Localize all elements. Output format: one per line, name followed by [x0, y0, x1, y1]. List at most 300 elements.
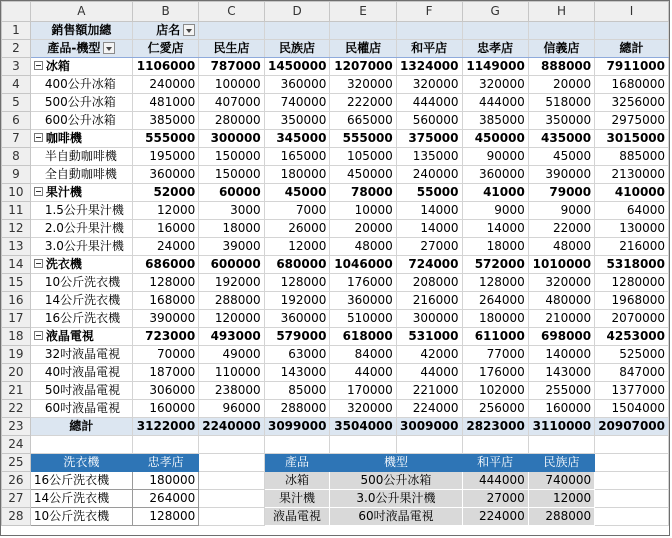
item-value[interactable]: 1377000	[595, 382, 669, 400]
category-subtotal[interactable]: 60000	[199, 184, 264, 202]
collapse-icon[interactable]	[34, 259, 43, 268]
column-filter-dropdown-icon[interactable]	[183, 24, 195, 36]
column-header-i[interactable]: I	[595, 2, 669, 22]
category-subtotal[interactable]: 888000	[528, 58, 594, 76]
item-value[interactable]: 64000	[595, 202, 669, 220]
grand-total-value[interactable]: 2823000	[462, 418, 528, 436]
item-value[interactable]: 7000	[264, 202, 330, 220]
item-value[interactable]: 44000	[396, 364, 462, 382]
category-subtotal[interactable]: 723000	[132, 328, 198, 346]
item-label[interactable]: 40吋液晶電視	[30, 364, 132, 382]
item-label[interactable]: 60吋液晶電視	[30, 400, 132, 418]
item-label[interactable]: 50吋液晶電視	[30, 382, 132, 400]
item-value[interactable]: 128000	[264, 274, 330, 292]
right-table-header-model[interactable]: 機型	[330, 454, 462, 472]
item-value[interactable]: 740000	[264, 94, 330, 112]
right-table-value-2[interactable]: 288000	[528, 508, 594, 526]
left-table-product[interactable]: 14公斤洗衣機	[30, 490, 132, 508]
item-value[interactable]: 16000	[132, 220, 198, 238]
item-value[interactable]: 187000	[132, 364, 198, 382]
item-value[interactable]: 168000	[132, 292, 198, 310]
pivot-header-blank[interactable]	[462, 22, 528, 40]
item-label[interactable]: 3.0公升果汁機	[30, 238, 132, 256]
category-subtotal[interactable]: 435000	[528, 130, 594, 148]
item-value[interactable]: 280000	[199, 112, 264, 130]
item-value[interactable]: 221000	[396, 382, 462, 400]
row-header-22[interactable]: 22	[2, 400, 31, 418]
item-value[interactable]: 42000	[396, 346, 462, 364]
row-header-9[interactable]: 9	[2, 166, 31, 184]
right-table-product[interactable]: 果汁機	[264, 490, 330, 508]
item-value[interactable]: 360000	[462, 166, 528, 184]
right-table-value-1[interactable]: 224000	[462, 508, 528, 526]
worksheet-grid[interactable]	[1, 1, 669, 526]
empty-cell[interactable]	[199, 508, 264, 526]
column-header-g[interactable]: G	[462, 2, 528, 22]
item-value[interactable]: 1504000	[595, 400, 669, 418]
right-table-product[interactable]: 液晶電視	[264, 508, 330, 526]
row-header-6[interactable]: 6	[2, 112, 31, 130]
item-value[interactable]: 26000	[264, 220, 330, 238]
category-label[interactable]	[30, 58, 132, 76]
column-header-a[interactable]: A	[30, 2, 132, 22]
item-value[interactable]: 665000	[330, 112, 396, 130]
item-value[interactable]: 20000	[330, 220, 396, 238]
item-value[interactable]: 20000	[528, 76, 594, 94]
item-value[interactable]: 1280000	[595, 274, 669, 292]
row-header-8[interactable]: 8	[2, 148, 31, 166]
item-value[interactable]: 140000	[528, 346, 594, 364]
grand-total-value[interactable]: 3099000	[264, 418, 330, 436]
empty-cell[interactable]	[528, 436, 594, 454]
left-table-header-store[interactable]: 忠孝店	[132, 454, 198, 472]
item-value[interactable]: 300000	[396, 310, 462, 328]
item-value[interactable]: 102000	[462, 382, 528, 400]
item-value[interactable]: 195000	[132, 148, 198, 166]
pivot-header-blank[interactable]	[528, 22, 594, 40]
item-value[interactable]: 150000	[199, 166, 264, 184]
category-subtotal[interactable]: 698000	[528, 328, 594, 346]
column-header-b[interactable]: B	[132, 2, 198, 22]
category-subtotal[interactable]: 555000	[330, 130, 396, 148]
item-value[interactable]: 3256000	[595, 94, 669, 112]
item-value[interactable]: 360000	[264, 76, 330, 94]
item-value[interactable]: 360000	[132, 166, 198, 184]
collapse-icon[interactable]	[34, 133, 43, 142]
item-value[interactable]: 45000	[528, 148, 594, 166]
item-label[interactable]: 全自動咖啡機	[30, 166, 132, 184]
category-subtotal[interactable]: 7911000	[595, 58, 669, 76]
item-value[interactable]: 407000	[199, 94, 264, 112]
category-subtotal[interactable]: 52000	[132, 184, 198, 202]
pivot-header-row	[2, 40, 669, 58]
item-value[interactable]: 44000	[330, 364, 396, 382]
item-label[interactable]: 32吋液晶電視	[30, 346, 132, 364]
store-header-4[interactable]: 和平店	[396, 40, 462, 58]
item-value[interactable]: 70000	[132, 346, 198, 364]
item-value[interactable]: 18000	[199, 220, 264, 238]
empty-cell[interactable]	[30, 436, 132, 454]
pivot-column-filter[interactable]: 店名	[132, 22, 198, 40]
category-label[interactable]	[30, 184, 132, 202]
grand-total-value[interactable]: 3009000	[396, 418, 462, 436]
item-value[interactable]: 444000	[396, 94, 462, 112]
item-value[interactable]: 222000	[330, 94, 396, 112]
right-table-header-store-2[interactable]: 民族店	[528, 454, 594, 472]
item-value[interactable]: 120000	[199, 310, 264, 328]
empty-cell[interactable]	[595, 508, 669, 526]
category-subtotal[interactable]: 78000	[330, 184, 396, 202]
category-subtotal[interactable]: 555000	[132, 130, 198, 148]
row-filter-dropdown-icon[interactable]	[103, 42, 115, 54]
row-header-3[interactable]: 3	[2, 58, 31, 76]
item-value[interactable]: 180000	[462, 310, 528, 328]
item-value[interactable]: 9000	[528, 202, 594, 220]
category-subtotal[interactable]: 79000	[528, 184, 594, 202]
item-value[interactable]: 14000	[396, 202, 462, 220]
category-subtotal[interactable]: 686000	[132, 256, 198, 274]
pivot-item-row	[2, 310, 669, 328]
collapse-icon[interactable]	[34, 331, 43, 340]
right-table-header-product[interactable]: 產品	[264, 454, 330, 472]
item-value[interactable]: 216000	[595, 238, 669, 256]
right-table-value-1[interactable]: 27000	[462, 490, 528, 508]
item-value[interactable]: 224000	[396, 400, 462, 418]
right-table-model[interactable]: 3.0公升果汁機	[330, 490, 462, 508]
empty-cell[interactable]	[595, 490, 669, 508]
item-label[interactable]: 16公斤洗衣機	[30, 310, 132, 328]
item-value[interactable]: 450000	[330, 166, 396, 184]
row-header-4[interactable]: 4	[2, 76, 31, 94]
empty-cell[interactable]	[199, 454, 264, 472]
category-label[interactable]	[30, 130, 132, 148]
category-subtotal[interactable]: 1149000	[462, 58, 528, 76]
item-value[interactable]: 3000	[199, 202, 264, 220]
column-header-c[interactable]: C	[199, 2, 264, 22]
category-subtotal[interactable]: 1207000	[330, 58, 396, 76]
row-header-10[interactable]: 10	[2, 184, 31, 202]
item-value[interactable]: 288000	[199, 292, 264, 310]
item-value[interactable]: 48000	[528, 238, 594, 256]
category-subtotal[interactable]: 55000	[396, 184, 462, 202]
item-value[interactable]: 90000	[462, 148, 528, 166]
item-value[interactable]: 216000	[396, 292, 462, 310]
item-value[interactable]: 77000	[462, 346, 528, 364]
column-header-h[interactable]: H	[528, 2, 594, 22]
item-value[interactable]: 9000	[462, 202, 528, 220]
item-value[interactable]: 143000	[264, 364, 330, 382]
item-value[interactable]: 12000	[132, 202, 198, 220]
item-value[interactable]: 320000	[396, 76, 462, 94]
pivot-header-blank[interactable]	[264, 22, 330, 40]
category-subtotal[interactable]: 1450000	[264, 58, 330, 76]
store-header-7[interactable]: 總計	[595, 40, 669, 58]
row-header-19[interactable]: 19	[2, 346, 31, 364]
category-subtotal[interactable]: 450000	[462, 130, 528, 148]
column-header-e[interactable]: E	[330, 2, 396, 22]
left-table-header-product[interactable]: 洗衣機	[30, 454, 132, 472]
pivot-header-blank[interactable]	[396, 22, 462, 40]
grand-total-value[interactable]: 3122000	[132, 418, 198, 436]
item-value[interactable]: 48000	[330, 238, 396, 256]
item-value[interactable]: 2975000	[595, 112, 669, 130]
empty-cell[interactable]	[595, 472, 669, 490]
select-all-corner[interactable]	[2, 2, 31, 22]
row-header-25[interactable]: 25	[2, 454, 31, 472]
row-header-28[interactable]: 28	[2, 508, 31, 526]
item-value[interactable]: 240000	[396, 166, 462, 184]
empty-cell[interactable]	[595, 436, 669, 454]
store-header-6[interactable]: 信義店	[528, 40, 594, 58]
item-value[interactable]: 240000	[132, 76, 198, 94]
empty-cell[interactable]	[132, 436, 198, 454]
row-header-5[interactable]: 5	[2, 94, 31, 112]
category-subtotal[interactable]: 1010000	[528, 256, 594, 274]
left-table-product[interactable]: 16公斤洗衣機	[30, 472, 132, 490]
collapse-icon[interactable]	[34, 187, 43, 196]
empty-cell[interactable]	[199, 436, 264, 454]
store-header-1[interactable]: 民生店	[199, 40, 264, 58]
item-value[interactable]: 165000	[264, 148, 330, 166]
row-header-21[interactable]: 21	[2, 382, 31, 400]
item-value[interactable]: 320000	[528, 274, 594, 292]
item-value[interactable]: 255000	[528, 382, 594, 400]
grand-total-value[interactable]: 2240000	[199, 418, 264, 436]
item-value[interactable]: 2130000	[595, 166, 669, 184]
column-header-f[interactable]: F	[396, 2, 462, 22]
category-subtotal[interactable]: 600000	[199, 256, 264, 274]
category-subtotal[interactable]: 375000	[396, 130, 462, 148]
right-table-value-2[interactable]: 12000	[528, 490, 594, 508]
item-value[interactable]: 385000	[462, 112, 528, 130]
empty-cell[interactable]	[595, 454, 669, 472]
row-header-13[interactable]: 13	[2, 238, 31, 256]
grand-total-value[interactable]: 3110000	[528, 418, 594, 436]
row-header-26[interactable]: 26	[2, 472, 31, 490]
pivot-category-row	[2, 256, 669, 274]
item-value[interactable]: 18000	[462, 238, 528, 256]
left-table-value[interactable]: 264000	[132, 490, 198, 508]
row-header-12[interactable]: 12	[2, 220, 31, 238]
item-value[interactable]: 320000	[330, 76, 396, 94]
category-subtotal[interactable]: 45000	[264, 184, 330, 202]
category-subtotal[interactable]: 724000	[396, 256, 462, 274]
category-subtotal[interactable]: 1046000	[330, 256, 396, 274]
empty-cell[interactable]	[199, 472, 264, 490]
item-value[interactable]: 360000	[330, 292, 396, 310]
column-header-d[interactable]: D	[264, 2, 330, 22]
item-value[interactable]: 510000	[330, 310, 396, 328]
category-subtotal[interactable]: 1106000	[132, 58, 198, 76]
right-table-value-1[interactable]: 444000	[462, 472, 528, 490]
item-value[interactable]: 208000	[396, 274, 462, 292]
right-table-model[interactable]: 500公升冰箱	[330, 472, 462, 490]
category-subtotal[interactable]: 1324000	[396, 58, 462, 76]
store-header-2[interactable]: 民族店	[264, 40, 330, 58]
item-label[interactable]: 400公升冰箱	[30, 76, 132, 94]
item-value[interactable]: 150000	[199, 148, 264, 166]
category-subtotal[interactable]: 572000	[462, 256, 528, 274]
right-table-header-store-1[interactable]: 和平店	[462, 454, 528, 472]
category-subtotal[interactable]: 618000	[330, 328, 396, 346]
pivot-header-blank[interactable]	[199, 22, 264, 40]
item-value[interactable]: 390000	[132, 310, 198, 328]
grand-total-value[interactable]: 20907000	[595, 418, 669, 436]
item-value[interactable]: 847000	[595, 364, 669, 382]
row-header-23[interactable]: 23	[2, 418, 31, 436]
row-header-14[interactable]: 14	[2, 256, 31, 274]
right-table-model[interactable]: 60吋液晶電視	[330, 508, 462, 526]
item-value[interactable]: 128000	[462, 274, 528, 292]
category-label[interactable]	[30, 328, 132, 346]
empty-cell[interactable]	[462, 436, 528, 454]
category-subtotal[interactable]: 531000	[396, 328, 462, 346]
category-subtotal[interactable]: 41000	[462, 184, 528, 202]
item-value[interactable]: 480000	[528, 292, 594, 310]
row-header-7[interactable]: 7	[2, 130, 31, 148]
item-value[interactable]: 176000	[462, 364, 528, 382]
item-value[interactable]: 39000	[199, 238, 264, 256]
item-value[interactable]: 27000	[396, 238, 462, 256]
item-value[interactable]: 110000	[199, 364, 264, 382]
item-value[interactable]: 2070000	[595, 310, 669, 328]
item-value[interactable]: 105000	[330, 148, 396, 166]
item-value[interactable]: 135000	[396, 148, 462, 166]
pivot-header-blank[interactable]	[595, 22, 669, 40]
item-label[interactable]: 2.0公升果汁機	[30, 220, 132, 238]
item-value[interactable]: 14000	[462, 220, 528, 238]
collapse-icon[interactable]	[34, 61, 43, 70]
item-value[interactable]: 100000	[199, 76, 264, 94]
item-value[interactable]: 24000	[132, 238, 198, 256]
item-value[interactable]: 481000	[132, 94, 198, 112]
row-header-15[interactable]: 15	[2, 274, 31, 292]
left-table-value[interactable]: 180000	[132, 472, 198, 490]
category-subtotal[interactable]: 300000	[199, 130, 264, 148]
item-value[interactable]: 264000	[462, 292, 528, 310]
item-value[interactable]: 518000	[528, 94, 594, 112]
item-value[interactable]: 10000	[330, 202, 396, 220]
category-subtotal[interactable]: 3015000	[595, 130, 669, 148]
category-subtotal[interactable]: 579000	[264, 328, 330, 346]
item-value[interactable]: 885000	[595, 148, 669, 166]
category-subtotal[interactable]: 5318000	[595, 256, 669, 274]
item-value[interactable]: 12000	[264, 238, 330, 256]
row-header-16[interactable]: 16	[2, 292, 31, 310]
row-header-20[interactable]: 20	[2, 364, 31, 382]
grand-total-value[interactable]: 3504000	[330, 418, 396, 436]
item-value[interactable]: 85000	[264, 382, 330, 400]
pivot-item-row	[2, 274, 669, 292]
category-subtotal[interactable]: 345000	[264, 130, 330, 148]
empty-cell[interactable]	[264, 436, 330, 454]
row-header-11[interactable]: 11	[2, 202, 31, 220]
row-header-17[interactable]: 17	[2, 310, 31, 328]
item-value[interactable]: 560000	[396, 112, 462, 130]
row-header-24[interactable]: 24	[2, 436, 31, 454]
item-value[interactable]: 22000	[528, 220, 594, 238]
item-value[interactable]: 84000	[330, 346, 396, 364]
item-value[interactable]: 143000	[528, 364, 594, 382]
category-subtotal[interactable]: 4253000	[595, 328, 669, 346]
pivot-item-row	[2, 400, 669, 418]
pivot-header-blank[interactable]	[330, 22, 396, 40]
left-table-value[interactable]: 128000	[132, 508, 198, 526]
item-label[interactable]: 10公斤洗衣機	[30, 274, 132, 292]
right-table-product[interactable]: 冰箱	[264, 472, 330, 490]
item-value[interactable]: 130000	[595, 220, 669, 238]
item-value[interactable]: 1968000	[595, 292, 669, 310]
item-value[interactable]: 444000	[462, 94, 528, 112]
item-value[interactable]: 256000	[462, 400, 528, 418]
item-value[interactable]: 14000	[396, 220, 462, 238]
row-header-2[interactable]: 2	[2, 40, 31, 58]
category-subtotal[interactable]: 410000	[595, 184, 669, 202]
category-subtotal[interactable]: 680000	[264, 256, 330, 274]
pivot-item-row	[2, 346, 669, 364]
item-value[interactable]: 320000	[462, 76, 528, 94]
pivot-row-filter[interactable]: 產品-機型	[30, 40, 132, 58]
item-value[interactable]: 525000	[595, 346, 669, 364]
row-header-1[interactable]: 1	[2, 22, 31, 40]
item-label[interactable]: 500公升冰箱	[30, 94, 132, 112]
item-value[interactable]: 192000	[199, 274, 264, 292]
item-value[interactable]: 160000	[528, 400, 594, 418]
item-value[interactable]: 288000	[264, 400, 330, 418]
item-value[interactable]: 238000	[199, 382, 264, 400]
item-value[interactable]: 160000	[132, 400, 198, 418]
empty-cell[interactable]	[330, 436, 396, 454]
item-value[interactable]: 192000	[264, 292, 330, 310]
item-value[interactable]: 385000	[132, 112, 198, 130]
item-label[interactable]: 600公升冰箱	[30, 112, 132, 130]
item-value[interactable]: 350000	[528, 112, 594, 130]
left-table-product[interactable]: 10公斤洗衣機	[30, 508, 132, 526]
row-header-18[interactable]: 18	[2, 328, 31, 346]
category-subtotal[interactable]: 787000	[199, 58, 264, 76]
item-value[interactable]: 128000	[132, 274, 198, 292]
item-label[interactable]: 半自動咖啡機	[30, 148, 132, 166]
item-value[interactable]: 1680000	[595, 76, 669, 94]
item-value[interactable]: 306000	[132, 382, 198, 400]
empty-cell[interactable]	[199, 490, 264, 508]
row-header-27[interactable]: 27	[2, 490, 31, 508]
right-table-value-2[interactable]: 740000	[528, 472, 594, 490]
item-value[interactable]: 180000	[264, 166, 330, 184]
store-header-0[interactable]: 仁愛店	[132, 40, 198, 58]
item-value[interactable]: 320000	[330, 400, 396, 418]
item-value[interactable]: 360000	[264, 310, 330, 328]
item-value[interactable]: 350000	[264, 112, 330, 130]
item-label[interactable]: 1.5公升果汁機	[30, 202, 132, 220]
item-label[interactable]: 14公斤洗衣機	[30, 292, 132, 310]
empty-cell[interactable]	[396, 436, 462, 454]
item-value[interactable]: 390000	[528, 166, 594, 184]
item-value[interactable]: 96000	[199, 400, 264, 418]
pivot-value-caption[interactable]: 銷售額加總	[30, 22, 132, 40]
store-header-5[interactable]: 忠孝店	[462, 40, 528, 58]
item-value[interactable]: 176000	[330, 274, 396, 292]
category-subtotal[interactable]: 493000	[199, 328, 264, 346]
category-label[interactable]	[30, 256, 132, 274]
item-value[interactable]: 210000	[528, 310, 594, 328]
grand-total-label[interactable]: 總計	[30, 418, 132, 436]
item-value[interactable]: 63000	[264, 346, 330, 364]
item-value[interactable]: 170000	[330, 382, 396, 400]
category-subtotal[interactable]: 611000	[462, 328, 528, 346]
store-header-3[interactable]: 民權店	[330, 40, 396, 58]
item-value[interactable]: 49000	[199, 346, 264, 364]
